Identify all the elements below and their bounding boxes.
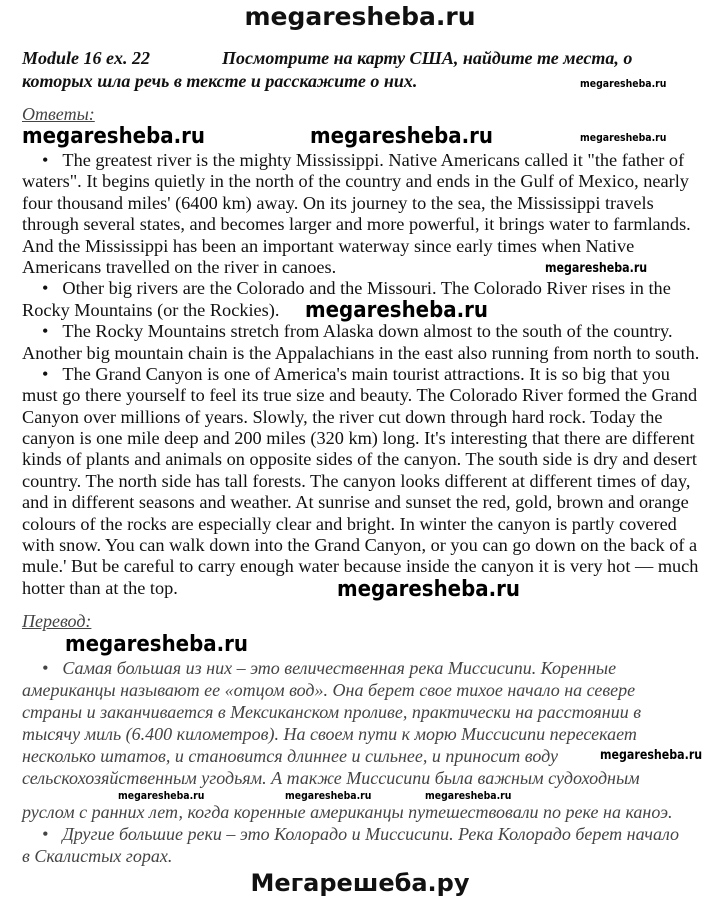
site-title[interactable]: megaresheba.ru	[244, 2, 476, 31]
watermark: megaresheba.ru	[580, 131, 667, 144]
watermark: megaresheba.ru	[305, 298, 489, 323]
text-line: colours of the rocks are especially clear and bright. In winter the canyon is partly covered	[22, 513, 677, 534]
text-line: руслом с ранних лет, когда коренные американцы путешествовали по реке на каноэ.	[22, 802, 673, 822]
text-line: Rocky Mountains (or the Rockies).	[22, 299, 280, 320]
watermark: megaresheba.ru	[285, 789, 372, 802]
watermark: megaresheba.ru	[580, 77, 667, 90]
watermark: megaresheba.ru	[22, 124, 206, 149]
bullet-line: • Другие большие реки – это Колорадо и Миссисипи. Река Колорадо берет начало	[22, 823, 679, 845]
text-line: Americans travelled on the river in canoes.	[22, 256, 337, 277]
text-line: тысячу миль (6.400 километров). На своем пути к морю Миссисипи пересекает	[22, 724, 637, 744]
text-line: Another big mountain chain is the Appalachians in the east also running from north to south.	[22, 342, 700, 363]
watermark: megaresheba.ru	[425, 789, 512, 802]
task-line-2: которых шла речь в тексте и расскажите о них.	[22, 71, 418, 91]
translation-text	[22, 657, 679, 867]
text-line: американцы называют ее «отцом вод». Она берет свое тихое начало на севере	[22, 680, 636, 700]
text-line: And the Mississippi has been an important waterway since early times when Native	[22, 235, 635, 256]
text-line: with snow. You can walk down into the Grand Canyon, or you can go down on the back of a	[22, 535, 698, 556]
text-line: waters". It begins quietly in the north of the country and ends in the Gulf of Mexico, nearly	[22, 171, 689, 192]
answers-label: Ответы:	[22, 104, 95, 124]
watermark: megaresheba.ru	[118, 789, 205, 802]
watermark: megaresheba.ru	[65, 632, 249, 657]
answers-text	[22, 150, 700, 602]
watermark: megaresheba.ru	[337, 577, 521, 602]
watermark: megaresheba.ru	[310, 124, 494, 149]
bullet-line: • The Grand Canyon is one of America's main tourist attractions. It is so big that you	[22, 364, 670, 385]
text-line: hotter than at the top.	[22, 577, 178, 598]
text-line: Canyon over millions of years. Slowly, the river cut down through hard rock. Today the	[22, 406, 663, 427]
text-line: four thousand miles' (6400 km) away. On its journey to the sea, the Mississippi travels	[22, 192, 654, 213]
module-label: Module 16 ex. 22	[22, 48, 150, 68]
text-line: несколько штатов, и становится длиннее и сильнее, и приносит воду	[22, 746, 559, 766]
bullet-line: • Other big rivers are the Colorado and the Missouri. The Colorado River rises in the	[22, 278, 671, 299]
site-footer[interactable]: Мегарешеба.ру	[250, 869, 470, 897]
text-line: canyon is one mile deep and 200 miles (320 km) long. It's interesting that there are different	[22, 428, 695, 449]
text-line: kinds of plants and animals on opposite sides of the canyon. The south side is dry and desert	[22, 449, 697, 470]
text-line: must go there yourself to feel its true size and beauty. The Colorado River formed the Grand	[22, 385, 698, 406]
bullet-line: • Самая большая из них – это величественная река Миссисипи. Коренные	[22, 657, 616, 679]
text-line: and in different seasons and weather. At sunrise and sunset the red, gold, brown and orange	[22, 492, 689, 513]
watermark: megaresheba.ru	[600, 748, 703, 763]
text-line: сельскохозяйственным угодьям. А также Миссисипи была важным судоходным	[22, 768, 640, 788]
text-line: mule.' But be careful to carry enough water because inside the canyon it is very hot — much	[22, 556, 699, 577]
text-line: в Скалистых горах.	[22, 846, 173, 866]
task-line-1: Посмотрите на карту США, найдите те места, о	[222, 48, 633, 68]
bullet-line: • The Rocky Mountains stretch from Alaska down almost to the south of the country.	[22, 321, 673, 342]
text-line: country. The north side has tall forests. The canyon looks different at different times of day,	[22, 470, 691, 491]
text-line: through several states, and becomes larger and more powerful, it brings water to farmlands.	[22, 214, 691, 235]
watermark: megaresheba.ru	[545, 261, 648, 276]
bullet-line: • The greatest river is the mighty Mississippi. Native Americans called it "the father of	[22, 150, 684, 171]
translation-label: Перевод:	[22, 611, 92, 631]
text-line: страны и заканчивается в Мексиканском проливе, практически на расстоянии в	[22, 702, 642, 722]
